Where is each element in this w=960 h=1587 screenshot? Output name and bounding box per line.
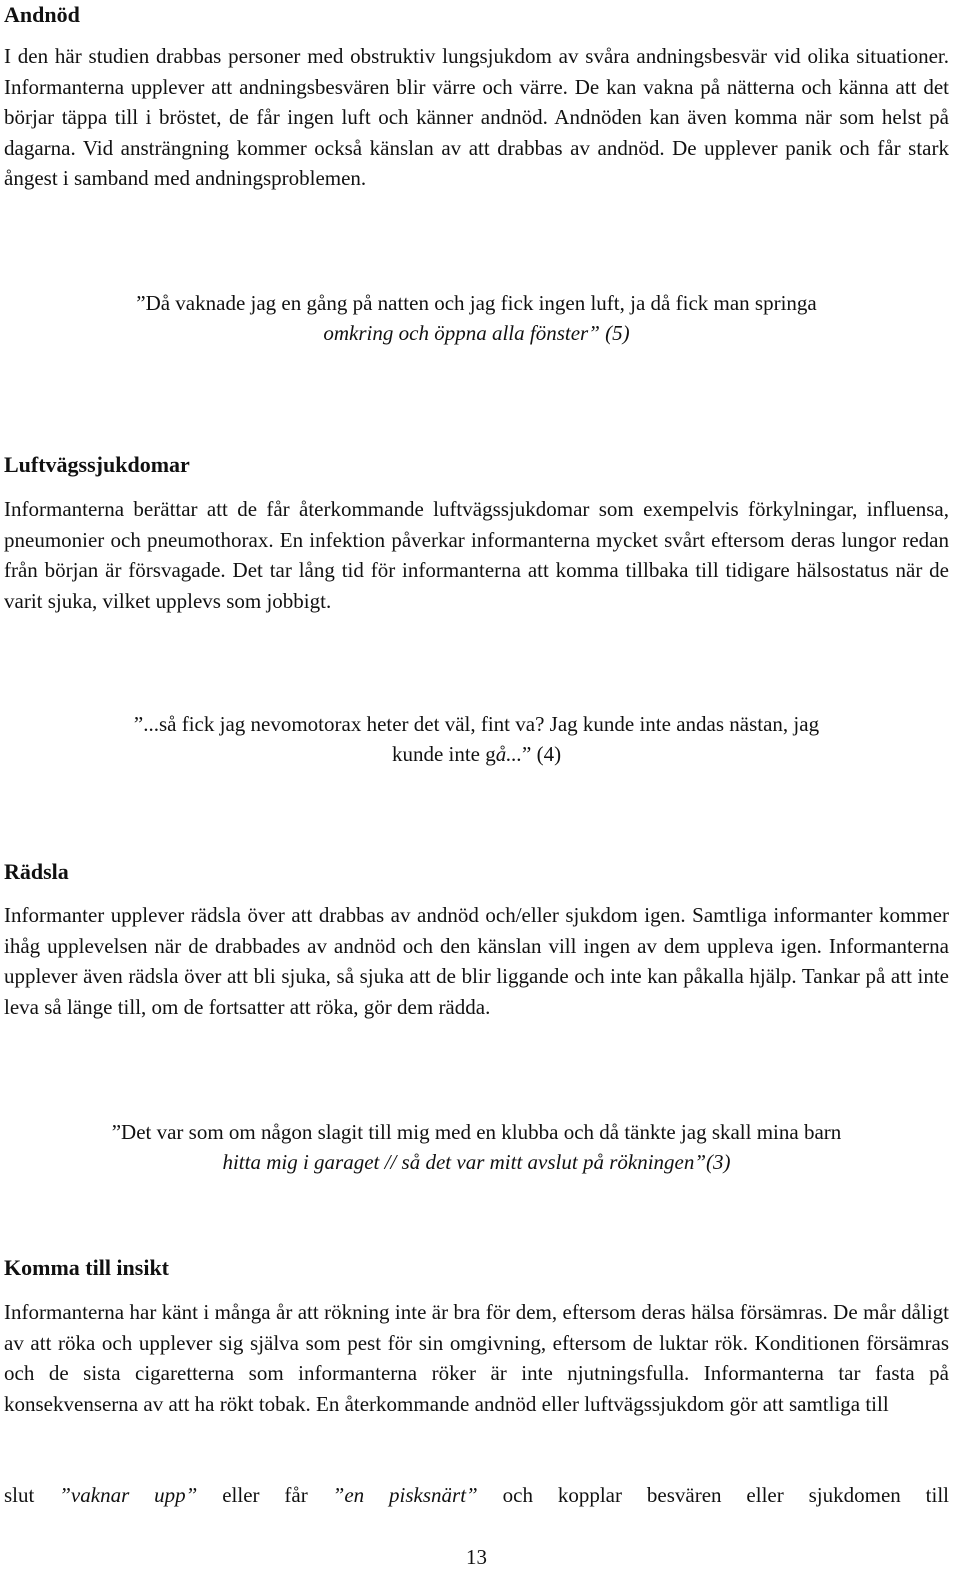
section-body-luftvagssjukdomar: Informanterna berättar att de får återkommande luftvägssjukdomar som exempelvis förkylningar, influensa, pneumonier och pneumothorax. En infektion påverkar informanterna mycket svårt eftersom deras lungor redan från början är försvagade. Det tar lång tid för informanterna att komma tillbaka till tidigare hälsostatus när de varit sjuka, vilket upplevs som jobbigt. — [4, 497, 949, 613]
page-number: 13 — [466, 1545, 487, 1569]
quote-line: ”Då vaknade jag en gång på natten och jag fick ingen luft, ja då fick man springa — [136, 291, 817, 315]
section-heading-andnod: Andnöd — [4, 2, 80, 27]
quote-line: hitta mig i garaget // så det var mitt avslut på rökningen”(3) — [222, 1150, 731, 1174]
quote-line: omkring och öppna alla fönster” (5) — [323, 321, 630, 345]
quote-line: kunde inte gå...” (4) — [391, 742, 562, 766]
quote-andnod — [4, 288, 949, 348]
quote-line: ”...så fick jag nevomotorax heter det väl, fint va? Jag kunde inte andas nästan, jag — [133, 712, 820, 736]
section-body-andnod: I den här studien drabbas personer med obstruktiv lungsjukdom av svåra andningsbesvär vid olika situationer. Informanterna upplever att andningsbesvären blir värre och värre. De kan vakna på nätterna och känna att det börjar täppa till i bröstet, de får ingen luft och känner andnöd. Andnöden kan även komma när som helst på dagarna. Vid ansträngning kommer också känslan av att drabbas av andnöd. De upplever panik och får stark ångest i samband med andningsproblemen. — [4, 44, 949, 191]
section-body-komma-till-insikt: Informanterna har känt i många år att rökning inte är bra för dem, eftersom deras hälsa försämras. De mår dåligt av att röka och upplever sig själva som pest för sin omgivning, eftersom de luktar rök. Konditionen försämras och de sista cigaretterna som informanterna röker är inte njutningsfulla. Informanterna tar fasta på konsekvenserna av att ha rökt tobak. En återkommande andnöd eller luftvägssjukdom gör att samtliga till — [4, 1300, 949, 1416]
quote-line: ”Det var som om någon slagit till mig med en klubba och då tänkte jag skall mina barn — [111, 1120, 842, 1144]
section-body-last-line: slut ”vaknar upp” eller får ”en pisksnärt” och kopplar besvären eller sjukdomen till — [4, 1483, 950, 1507]
section-body-radsla: Informanter upplever rädsla över att drabbas av andnöd och/eller sjukdom igen. Samtliga informanter kommer ihåg upplevelsen när de drabbades av andnöd och den känslan vill ingen av dem uppleva igen. Informanterna upplever även rädsla över att bli sjuka, så sjuka att de blir liggande och inte kan påkalla hjälp. Tankar på att inte leva så länge till, om de fortsatter att röka, gör dem rädda. — [4, 903, 949, 1019]
section-heading-radsla: Rädsla — [4, 859, 69, 884]
section-heading-komma-till-insikt: Komma till insikt — [4, 1255, 170, 1280]
section-heading-luftvagssjukdomar: Luftvägssjukdomar — [4, 452, 190, 477]
quote-radsla — [4, 1117, 949, 1177]
quote-luftvagssjukdomar — [4, 709, 949, 769]
